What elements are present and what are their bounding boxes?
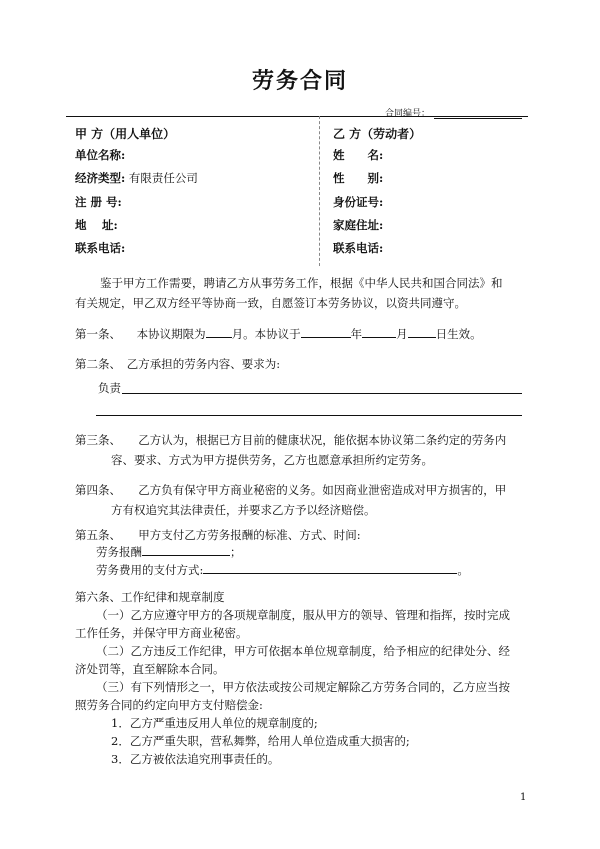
article-5-header: 第五条、 甲方支付乙方劳务报酬的标准、方式、时间: [75, 528, 361, 542]
party-b-label-address: 家庭住址: [333, 218, 384, 232]
article-6-p2-line-1: （二）乙方违反工作纪律，甲方可依据本单位规章制度，给予相应的纪律处分、经 [96, 644, 510, 658]
party-a-label: 经济类型: [75, 171, 126, 185]
remuneration-label: 劳务报酬 [96, 545, 142, 559]
duties-blank-line-1[interactable] [122, 393, 522, 394]
party-b-label-name: 姓 名: [333, 148, 384, 162]
party-b-label-gender: 性 别: [333, 171, 384, 185]
article-6-p3-line-1: （三）有下列情形之一，甲方依法或按公司规定解除乙方劳务合同的，乙方应当按 [96, 680, 510, 694]
contract-number-field [385, 106, 522, 119]
effective-year-blank[interactable] [301, 326, 351, 338]
party-a-row-economic-type [75, 170, 198, 186]
article-2: 第二条、 乙方承担的劳务内容、要求为: [75, 357, 281, 371]
article-6-item-2: 2．乙方严重失职，营私舞弊，给用人单位造成重大损害的; [111, 734, 410, 748]
effective-month-blank[interactable] [362, 326, 396, 338]
party-a-row-name [75, 147, 125, 163]
article-6-p3-line-2: 照劳务合同的约定向甲方支付赔偿金: [75, 698, 263, 712]
remuneration-end: ； [230, 545, 242, 559]
article-3-line-2: 容、要求、方式为甲方提供劳务，乙方也愿意承担所约定劳务。 [111, 453, 433, 467]
party-b-label-id: 身份证号: [333, 195, 384, 209]
header-divider [66, 116, 528, 117]
duties-blank-line-2[interactable] [96, 415, 522, 416]
article-4-line-2: 方有权追究其法律责任，并要求乙方予以经济赔偿。 [111, 503, 376, 517]
party-a-value[interactable]: 有限责任公司 [128, 171, 198, 185]
article-6-header: 第六条、工作纪律和规章制度 [75, 590, 225, 604]
contract-number-blank[interactable] [434, 109, 522, 119]
party-a-header: 甲 方（用人单位） [75, 127, 176, 141]
article-6-p1-line-1: （一）乙方应遵守甲方的各项规章制度，服从甲方的领导、管理和指挥，按时完成 [96, 608, 510, 622]
article-1-text-2: 月。本协议于 [231, 327, 301, 341]
preamble-line-2: 有关规定，甲乙双方经平等协商一致，自愿签订本劳务协议，以资共同遵守。 [75, 296, 466, 310]
article-6-item-3: 3．乙方被依法追究刑事责任的。 [111, 752, 280, 766]
responsible-label: 负责 [98, 381, 121, 395]
preamble-line-1: 鉴于甲方工作需要，聘请乙方从事劳务工作，根据《中华人民共和国合同法》和 [100, 276, 503, 290]
party-a-row-phone [75, 240, 125, 256]
party-b-label-phone: 联系电话: [333, 241, 384, 255]
party-a-label: 联系电话: [75, 241, 126, 255]
page-number: 1 [520, 792, 527, 803]
party-b-header: 乙 方（劳动者） [333, 127, 422, 141]
party-a-row-registration [75, 194, 122, 210]
term-months-blank[interactable] [206, 326, 232, 338]
payment-method-label: 劳务费用的支付方式: [96, 563, 204, 577]
article-6-p1-line-2: 工作任务，并保守甲方商业秘密。 [75, 626, 248, 640]
article-6-p2-line-2: 济处罚等，直至解除本合同。 [75, 662, 225, 676]
article-1 [75, 326, 482, 342]
party-a-label: 地 址: [75, 218, 118, 232]
article-3-line-1: 第三条、 乙方认为，根据已方目前的健康状况，能依据本协议第二条约定的劳务内 [75, 433, 507, 447]
document-title: 劳务合同 [251, 68, 348, 94]
article-1-text-1: 本协议期限为 [136, 327, 206, 341]
party-a-label: 注 册 号: [75, 195, 122, 209]
remuneration-blank[interactable] [142, 544, 230, 556]
party-a-label: 单位名称: [75, 148, 126, 162]
contract-number-label: 合同编号： [385, 109, 431, 119]
article-1-text-4: 月 [396, 327, 408, 341]
payment-method-blank[interactable] [203, 562, 457, 574]
party-a-row-address [75, 217, 118, 233]
payment-method-row [96, 562, 469, 578]
article-4-line-1: 第四条、 乙方负有保守甲方商业秘密的义务。如因商业泄密造成对甲方损害的，甲 [75, 483, 507, 497]
article-1-text-3: 年 [350, 327, 363, 341]
article-1-prefix: 第一条、 [75, 327, 121, 341]
party-column-divider [319, 116, 320, 266]
payment-method-end: 。 [457, 563, 469, 577]
article-1-text-5: 日生效。 [435, 327, 482, 341]
effective-day-blank[interactable] [408, 326, 436, 338]
remuneration-row [96, 544, 242, 560]
article-6-item-1: 1．乙方严重违反用人单位的规章制度的; [111, 716, 318, 730]
